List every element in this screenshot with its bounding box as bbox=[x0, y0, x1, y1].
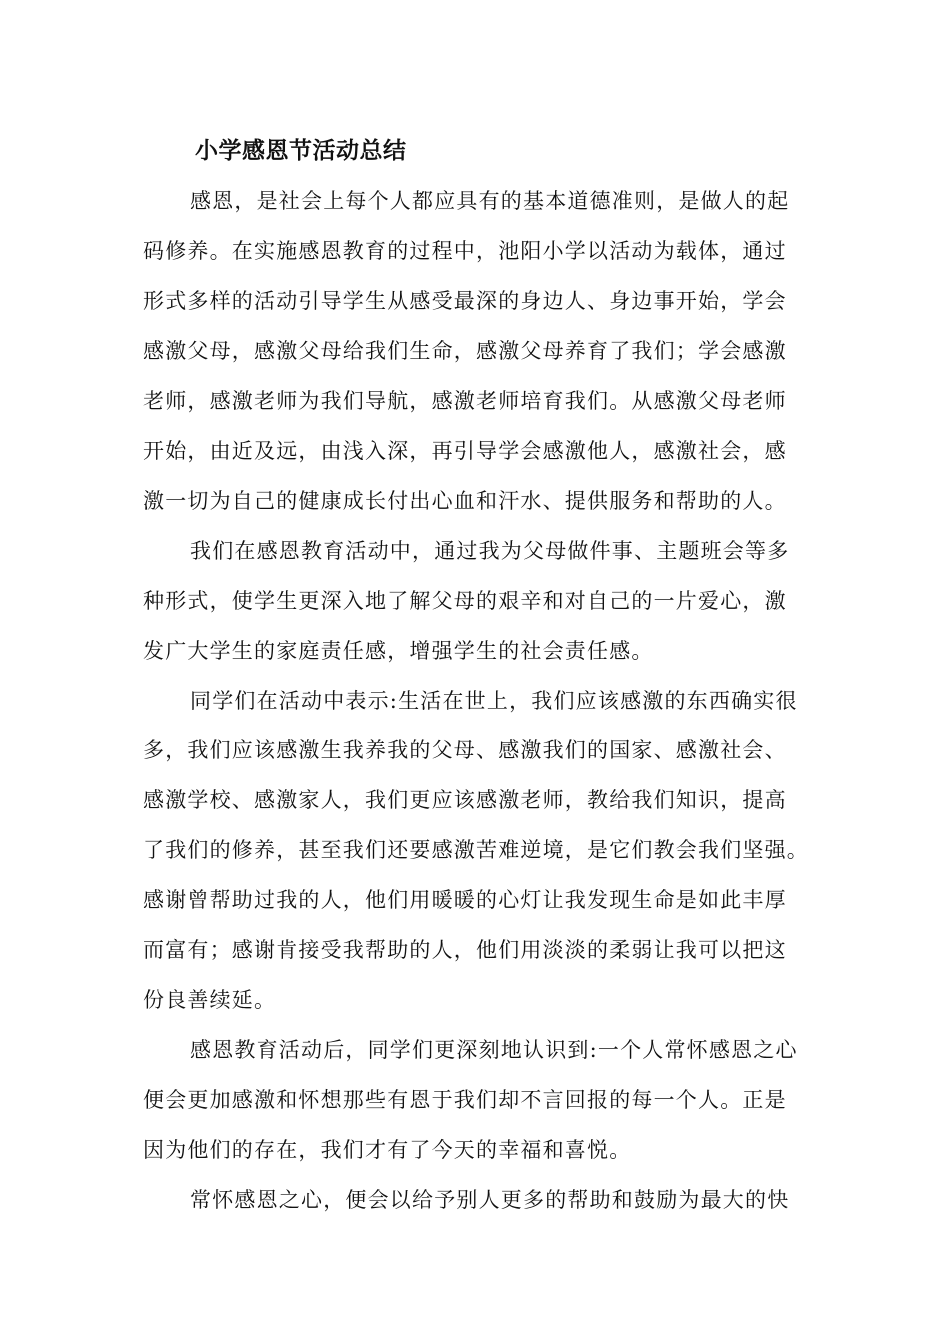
paragraph-line: 感谢曾帮助过我的人，他们用暖暖的心灯让我发现生命是如此丰厚 bbox=[143, 888, 787, 912]
paragraph-line: 同学们在活动中表示:生活在世上，我们应该感激的东西确实很 bbox=[190, 689, 798, 713]
paragraph-line: 感恩，是社会上每个人都应具有的基本道德准则，是做人的起 bbox=[190, 189, 790, 213]
paragraph-line: 感激父母，感激父母给我们生命，感激父母养育了我们；学会感激 bbox=[143, 339, 787, 363]
paragraph-line: 感激学校、感激家人，我们更应该感激老师，教给我们知识，提高 bbox=[143, 788, 787, 812]
paragraph-line: 发广大学生的家庭责任感，增强学生的社会责任感。 bbox=[143, 639, 654, 663]
paragraph-line: 了我们的修养，甚至我们还要感激苦难逆境，是它们教会我们坚强。 bbox=[143, 838, 809, 862]
paragraph-line: 种形式，使学生更深入地了解父母的艰辛和对自己的一片爱心，激 bbox=[143, 589, 787, 613]
paragraph-line: 激一切为自己的健康成长付出心血和汗水、提供服务和帮助的人。 bbox=[143, 489, 787, 513]
paragraph-line: 多，我们应该感激生我养我的父母、感激我们的国家、感激社会、 bbox=[143, 738, 787, 762]
paragraph-line: 形式多样的活动引导学生从感受最深的身边人、身边事开始，学会 bbox=[143, 289, 787, 313]
paragraph-line: 便会更加感激和怀想那些有恩于我们却不言回报的每一个人。正是 bbox=[143, 1088, 787, 1112]
paragraph-line: 我们在感恩教育活动中，通过我为父母做件事、主题班会等多 bbox=[190, 539, 790, 563]
paragraph-line: 码修养。在实施感恩教育的过程中，池阳小学以活动为载体，通过 bbox=[143, 239, 787, 263]
paragraph-line: 老师，感激老师为我们导航，感激老师培育我们。从感激父母老师 bbox=[143, 389, 787, 413]
paragraph-line: 份良善续延。 bbox=[143, 988, 277, 1012]
paragraph-line: 开始，由近及远，由浅入深，再引导学会感激他人，感激社会，感 bbox=[143, 439, 787, 463]
paragraph-line: 感恩教育活动后，同学们更深刻地认识到:一个人常怀感恩之心 bbox=[190, 1038, 798, 1062]
document-title: 小学感恩节活动总结 bbox=[195, 138, 407, 164]
paragraph-line: 因为他们的存在，我们才有了今天的幸福和喜悦。 bbox=[143, 1138, 632, 1162]
paragraph-line: 常怀感恩之心，便会以给予别人更多的帮助和鼓励为最大的快 bbox=[190, 1188, 790, 1212]
paragraph-line: 而富有；感谢肯接受我帮助的人，他们用淡淡的柔弱让我可以把这 bbox=[143, 938, 787, 962]
